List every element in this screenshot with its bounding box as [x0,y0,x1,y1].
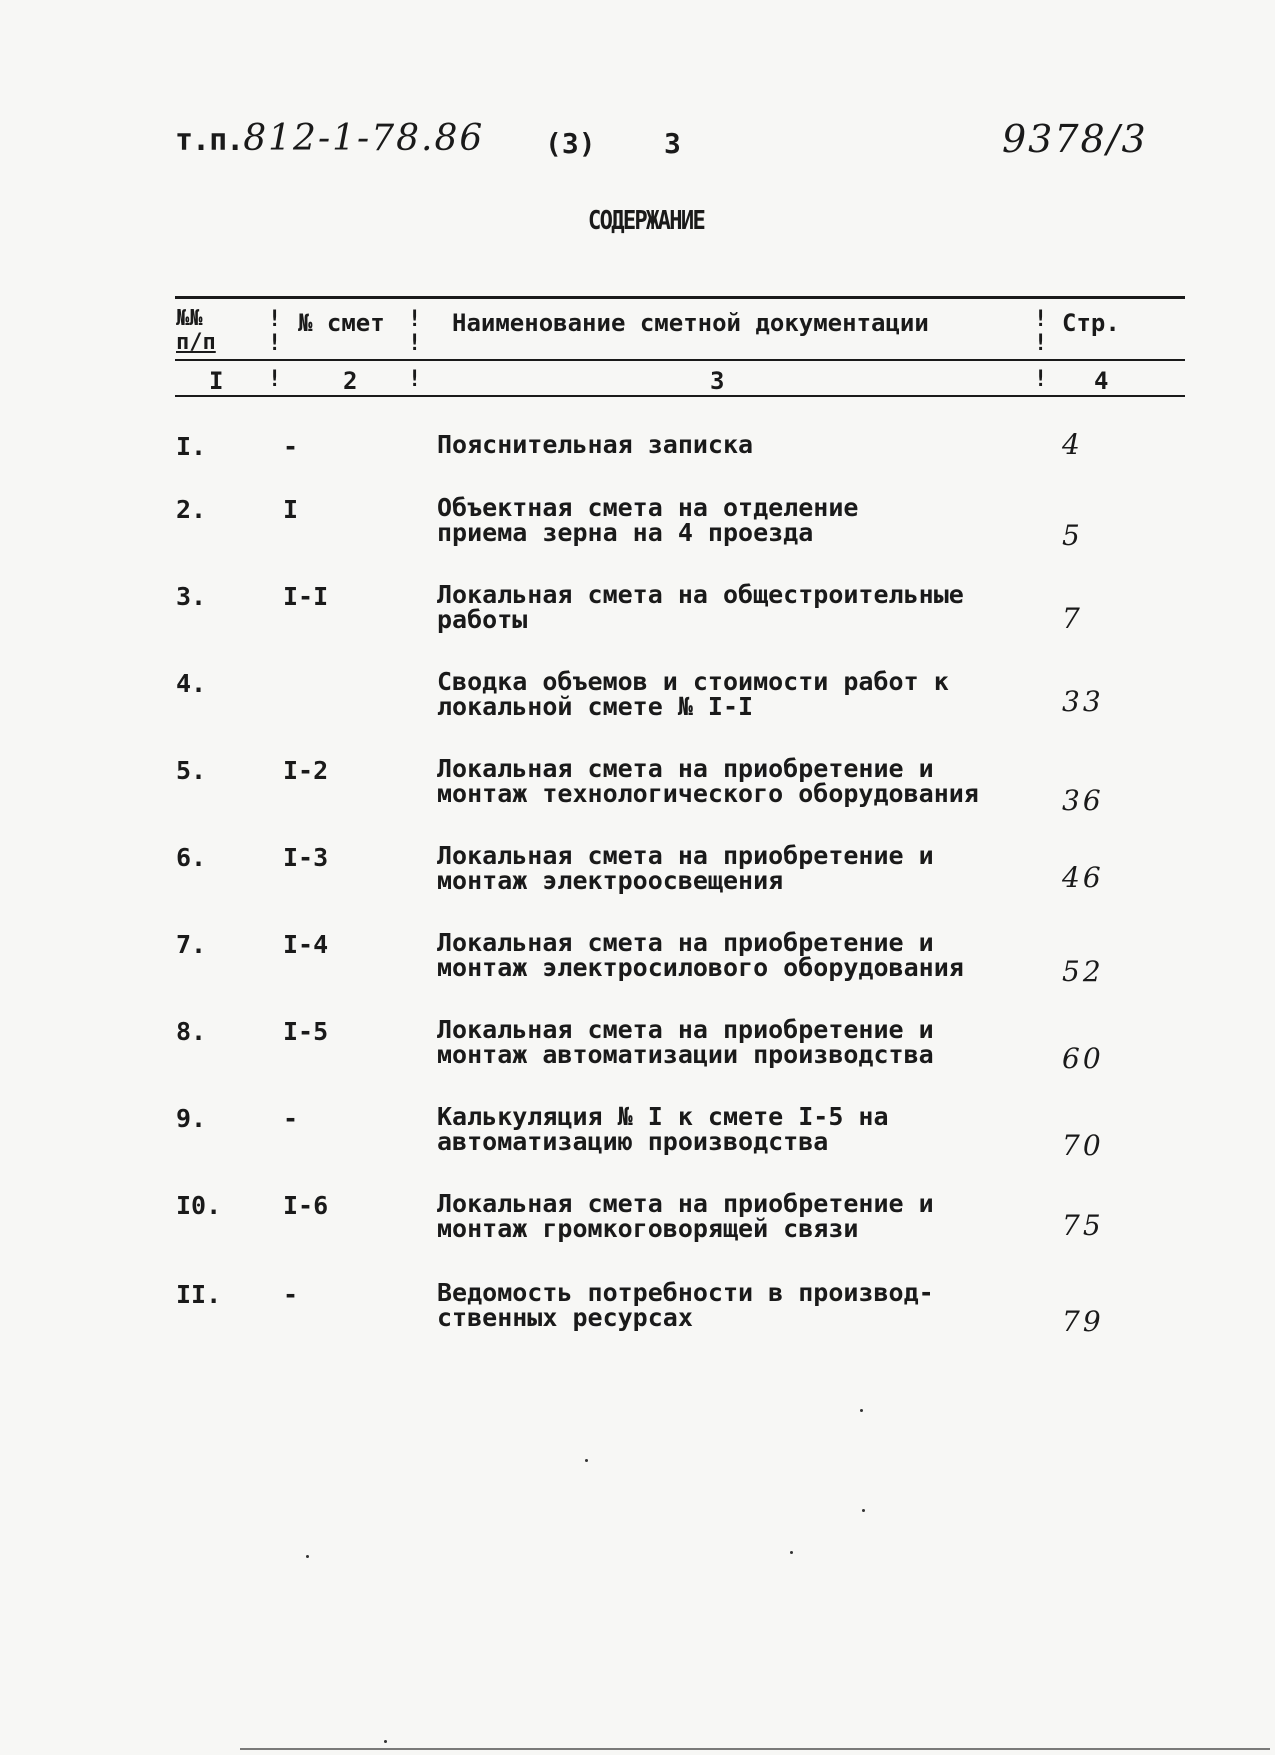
scan-bottom-edge [240,1748,1270,1750]
row-estimate-code: - [283,1104,299,1133]
row-page: 60 [1062,1042,1104,1075]
column-separator: ! [1034,331,1048,356]
row-title-line: Ведомость потребности в производ- [437,1278,934,1307]
row-title [437,669,949,719]
row-estimate-code: I-6 [283,1191,329,1220]
column-separator: ! [1034,307,1048,332]
row-title-line: работы [437,605,528,634]
row-title-line: монтаж технологического оборудования [437,779,979,808]
column-number-2: 2 [343,367,358,395]
row-page: 5 [1062,519,1083,552]
project-designation [175,118,484,159]
row-number: 2. [176,495,207,524]
row-title [437,843,934,893]
row-number: II. [176,1280,222,1309]
page-number: 3 [664,127,681,160]
archive-number: 9378/3 [1002,117,1148,161]
row-title [437,1191,934,1241]
row-estimate-code: I [283,495,299,524]
header-col-number: №№ [176,306,203,331]
row-page: 4 [1062,428,1083,461]
row-estimate-code: I-I [283,582,329,611]
column-separator: ! [408,307,422,332]
row-title [437,930,964,980]
project-prefix: т.п. [175,123,244,158]
column-separator: ! [408,331,422,356]
row-number: 6. [176,843,207,872]
row-title-line: Объектная смета на отделение [437,493,859,522]
row-page: 36 [1062,784,1104,817]
row-title [437,495,858,545]
row-title [437,1280,934,1330]
row-page: 46 [1062,861,1104,894]
row-page: 79 [1062,1305,1104,1338]
scan-speck [306,1555,309,1558]
row-page: 7 [1062,602,1083,635]
row-title [437,1104,889,1154]
row-title-line: Локальная смета на общестроительные [437,580,964,609]
row-number: 3. [176,582,207,611]
column-separator: ! [268,331,282,356]
scan-speck [862,1509,865,1512]
row-title-line: Сводка объемов и стоимости работ к [437,667,949,696]
row-page: 75 [1062,1209,1104,1242]
row-estimate-code: I-2 [283,756,329,785]
table-header-rule [175,359,1185,361]
row-estimate-code: I-3 [283,843,329,872]
row-title [437,432,753,457]
row-title-line: монтаж электроосвещения [437,866,784,895]
row-title-line: Локальная смета на приобретение и [437,1015,934,1044]
row-title-line: Пояснительная записка [437,430,754,459]
row-number: 5. [176,756,207,785]
row-title-line: монтаж электросилового оборудования [437,953,964,982]
table-top-rule [175,296,1185,299]
scan-speck [585,1459,588,1462]
row-estimate-code: - [283,432,299,461]
scan-speck [384,1740,387,1743]
row-title-line: монтаж громкоговорящей связи [437,1214,859,1243]
row-page: 52 [1062,955,1104,988]
header-col-number-sub: п/п [176,330,216,355]
row-number: 8. [176,1017,207,1046]
header-col-page: Стр. [1062,309,1120,337]
row-title [437,756,979,806]
document-title: СОДЕРЖАНИЕ [588,206,705,236]
row-number: I. [176,432,207,461]
row-estimate-code: I-5 [283,1017,329,1046]
column-separator: ! [268,367,282,392]
row-title-line: автоматизацию производства [437,1127,829,1156]
row-title-line: Локальная смета на приобретение и [437,928,934,957]
row-estimate-code: I-4 [283,930,329,959]
row-title-line: Локальная смета на приобретение и [437,841,934,870]
row-title-line: приема зерна на 4 проезда [437,518,814,547]
column-number-1: I [209,367,224,395]
row-number: 9. [176,1104,207,1133]
column-number-3: 3 [710,367,725,395]
row-title-line: локальной смете № I-I [437,692,754,721]
column-separator: ! [408,367,422,392]
project-number: 812-1-78.86 [243,118,485,159]
header-col-estimate: № смет [298,309,385,337]
copy-number: (3) [545,127,596,160]
row-number: 7. [176,930,207,959]
row-title-line: Калькуляция № I к смете I-5 на [437,1102,889,1131]
row-title-line: Локальная смета на приобретение и [437,754,934,783]
row-page: 70 [1062,1129,1104,1162]
scan-speck [790,1551,793,1554]
row-number: 4. [176,669,207,698]
header-col-name: Наименование сметной документации [452,309,929,337]
row-title [437,582,964,632]
column-separator: ! [268,307,282,332]
row-title-line: Локальная смета на приобретение и [437,1189,934,1218]
column-separator: ! [1034,367,1048,392]
row-title-line: ственных ресурсах [437,1303,693,1332]
row-number: I0. [176,1191,222,1220]
scan-speck [860,1409,863,1412]
column-number-4: 4 [1094,367,1109,395]
table-numbers-rule [175,395,1185,397]
row-title [437,1017,934,1067]
row-estimate-code: - [283,1280,299,1309]
row-title-line: монтаж автоматизации производства [437,1040,934,1069]
row-page: 33 [1062,685,1104,718]
